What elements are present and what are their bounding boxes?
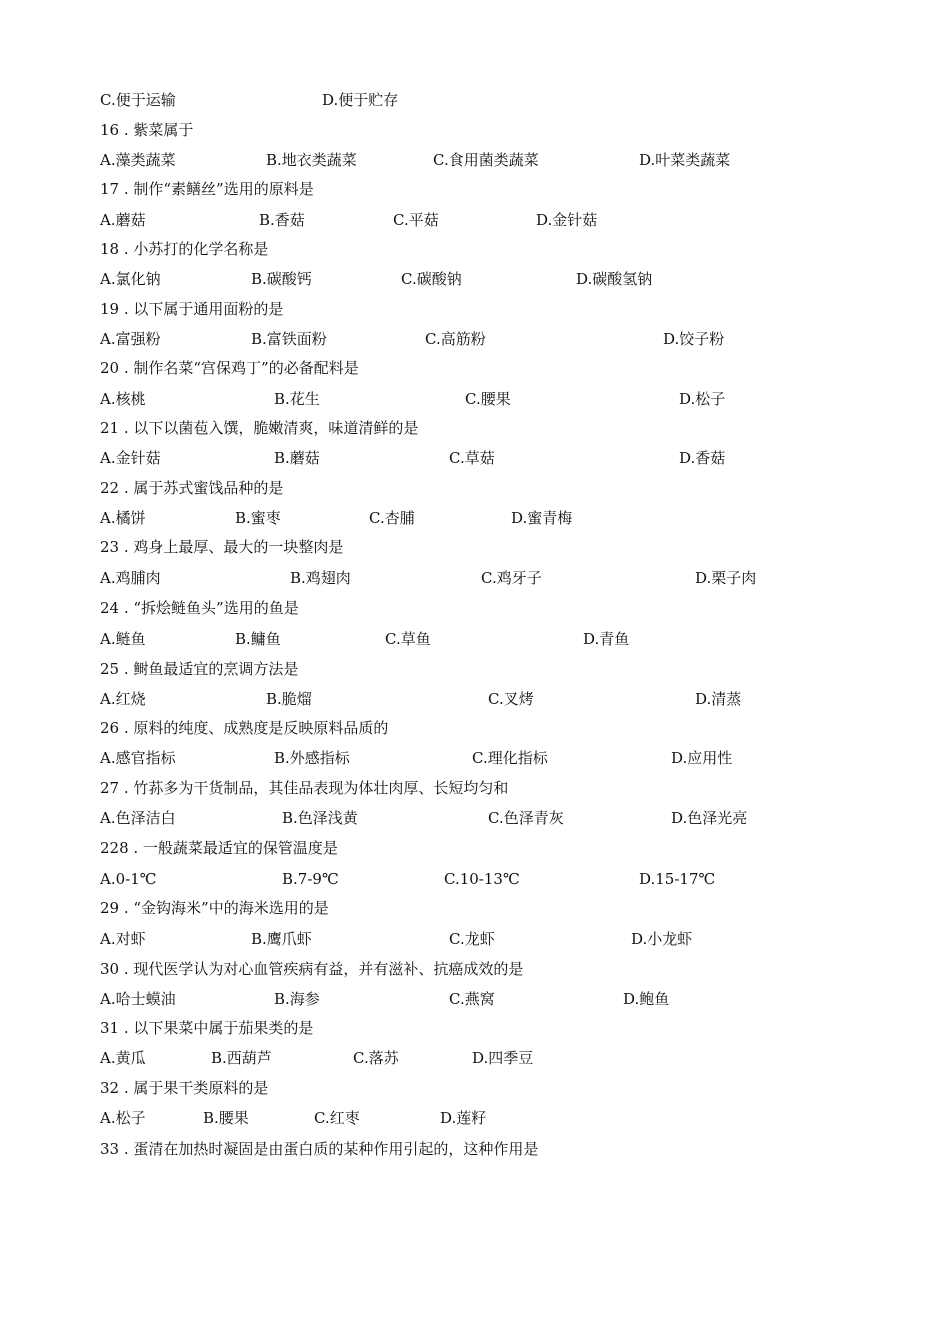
option-a: A.蘑菇 xyxy=(100,211,146,229)
option-c: C.碳酸钠 xyxy=(401,270,462,288)
question-22-options xyxy=(0,507,950,529)
question-24-stem: 24 . “拆烩鲢鱼头”选用的鱼是 xyxy=(100,599,299,617)
option-d: D.15-17℃ xyxy=(639,870,716,888)
option-a: A.富强粉 xyxy=(100,330,161,348)
option-b: B.鸡翅肉 xyxy=(290,569,351,587)
question-16-stem: 16 . 紫菜属于 xyxy=(100,121,194,139)
option-a: A.核桃 xyxy=(100,390,146,408)
option-b: B.西葫芦 xyxy=(211,1049,272,1067)
question-27-stem: 27 . 竹荪多为干货制品，其佳品表现为体壮肉厚、长短均匀和 xyxy=(100,779,509,797)
option-c: C.草鱼 xyxy=(385,630,431,648)
option-c: C.高筋粉 xyxy=(425,330,486,348)
question-16-options xyxy=(0,149,950,171)
option-c: C.便于运输 xyxy=(100,91,176,109)
option-b: B.香菇 xyxy=(259,211,305,229)
option-c: C.叉烤 xyxy=(488,690,534,708)
option-d: D.应用性 xyxy=(671,749,733,767)
question-32-options xyxy=(0,1107,950,1129)
question-18-stem: 18 . 小苏打的化学名称是 xyxy=(100,240,269,258)
question-21-stem: 21 . 以下以菌苞入馔，脆嫩清爽，味道清鲜的是 xyxy=(100,419,419,437)
option-b: B.富铁面粉 xyxy=(251,330,327,348)
option-c: C.理化指标 xyxy=(472,749,548,767)
option-c: C.燕窝 xyxy=(449,990,495,1008)
option-a: A.对虾 xyxy=(100,930,146,948)
option-d: D.青鱼 xyxy=(583,630,630,648)
option-b: B.花生 xyxy=(274,390,320,408)
option-d: D.小龙虾 xyxy=(631,930,693,948)
option-b: B.外感指标 xyxy=(274,749,350,767)
option-b: B.色泽浅黄 xyxy=(282,809,358,827)
option-a: A.鲢鱼 xyxy=(100,630,146,648)
option-d: D.金针菇 xyxy=(536,211,598,229)
options-row-continued xyxy=(0,89,950,111)
option-d: D.碳酸氢钠 xyxy=(576,270,653,288)
option-c: C.杏脯 xyxy=(369,509,415,527)
question-25-options xyxy=(0,688,950,710)
option-c: C.落苏 xyxy=(353,1049,399,1067)
option-b: B.鹰爪虾 xyxy=(251,930,312,948)
option-b: B.碳酸钙 xyxy=(251,270,312,288)
question-30-stem: 30 . 现代医学认为对心血管疾病有益，并有滋补、抗癌成效的是 xyxy=(100,960,524,978)
option-c: C.食用菌类蔬菜 xyxy=(433,151,539,169)
option-b: B.海参 xyxy=(274,990,320,1008)
question-29-options xyxy=(0,928,950,950)
option-b: B.7-9℃ xyxy=(282,870,339,888)
question-28-options xyxy=(0,868,950,890)
option-c: C.色泽青灰 xyxy=(488,809,564,827)
question-30-options xyxy=(0,988,950,1010)
question-19-stem: 19 . 以下属于通用面粉的是 xyxy=(100,300,284,318)
option-a: A.红烧 xyxy=(100,690,146,708)
question-32-stem: 32 . 属于果干类原料的是 xyxy=(100,1079,269,1097)
question-20-options xyxy=(0,388,950,410)
option-b: B.蜜枣 xyxy=(235,509,281,527)
option-d: D.叶菜类蔬菜 xyxy=(639,151,731,169)
option-a: A.氯化钠 xyxy=(100,270,161,288)
option-a: A.鸡脯肉 xyxy=(100,569,161,587)
option-a: A.色泽洁白 xyxy=(100,809,176,827)
option-b: B.鳙鱼 xyxy=(235,630,281,648)
question-17-options xyxy=(0,209,950,231)
question-23-stem: 23 . 鸡身上最厚、最大的一块整肉是 xyxy=(100,538,344,556)
option-c: C.平菇 xyxy=(393,211,439,229)
question-26-options xyxy=(0,747,950,769)
option-a: A.藻类蔬菜 xyxy=(100,151,176,169)
question-31-stem: 31 . 以下果菜中属于茄果类的是 xyxy=(100,1019,314,1037)
option-c: C.红枣 xyxy=(314,1109,360,1127)
question-23-options xyxy=(0,567,950,589)
option-b: B.蘑菇 xyxy=(274,449,320,467)
option-d: D.栗子肉 xyxy=(695,569,757,587)
option-d: D.四季豆 xyxy=(472,1049,534,1067)
question-24-options xyxy=(0,628,950,650)
option-c: C.草菇 xyxy=(449,449,495,467)
option-d: D.香菇 xyxy=(679,449,726,467)
question-28-stem: 228 . 一般蔬菜最适宜的保管温度是 xyxy=(100,839,338,857)
option-d: D.便于贮存 xyxy=(322,91,399,109)
question-26-stem: 26 . 原料的纯度、成熟度是反映原料品质的 xyxy=(100,719,389,737)
question-33-stem: 33 . 蛋清在加热时凝固是由蛋白质的某种作用引起的，这种作用是 xyxy=(100,1140,539,1158)
option-c: C.鸡牙子 xyxy=(481,569,542,587)
question-20-stem: 20 . 制作名菜“宫保鸡丁”的必备配料是 xyxy=(100,359,359,377)
option-c: C.腰果 xyxy=(465,390,511,408)
option-d: D.莲籽 xyxy=(440,1109,487,1127)
question-29-stem: 29 . “金钩海米”中的海米选用的是 xyxy=(100,899,329,917)
question-19-options xyxy=(0,328,950,350)
question-21-options xyxy=(0,447,950,469)
option-a: A.哈士蟆油 xyxy=(100,990,176,1008)
question-17-stem: 17 . 制作“素鳝丝”选用的原料是 xyxy=(100,180,314,198)
question-18-options xyxy=(0,268,950,290)
option-d: D.饺子粉 xyxy=(663,330,725,348)
question-31-options xyxy=(0,1047,950,1069)
option-a: A.0-1℃ xyxy=(100,870,157,888)
option-d: D.鲍鱼 xyxy=(623,990,670,1008)
question-27-options xyxy=(0,807,950,829)
option-a: A.松子 xyxy=(100,1109,146,1127)
option-d: D.清蒸 xyxy=(695,690,742,708)
option-d: D.松子 xyxy=(679,390,726,408)
option-d: D.蜜青梅 xyxy=(511,509,573,527)
option-c: C.10-13℃ xyxy=(444,870,520,888)
option-b: B.脆熘 xyxy=(266,690,312,708)
question-22-stem: 22 . 属于苏式蜜饯品种的是 xyxy=(100,479,284,497)
option-b: B.腰果 xyxy=(203,1109,249,1127)
option-b: B.地衣类蔬菜 xyxy=(266,151,357,169)
option-d: D.色泽光亮 xyxy=(671,809,748,827)
option-a: A.金针菇 xyxy=(100,449,161,467)
option-c: C.龙虾 xyxy=(449,930,495,948)
question-25-stem: 25 . 鲥鱼最适宜的烹调方法是 xyxy=(100,660,299,678)
option-a: A.橘饼 xyxy=(100,509,146,527)
option-a: A.黄瓜 xyxy=(100,1049,146,1067)
option-a: A.感官指标 xyxy=(100,749,176,767)
